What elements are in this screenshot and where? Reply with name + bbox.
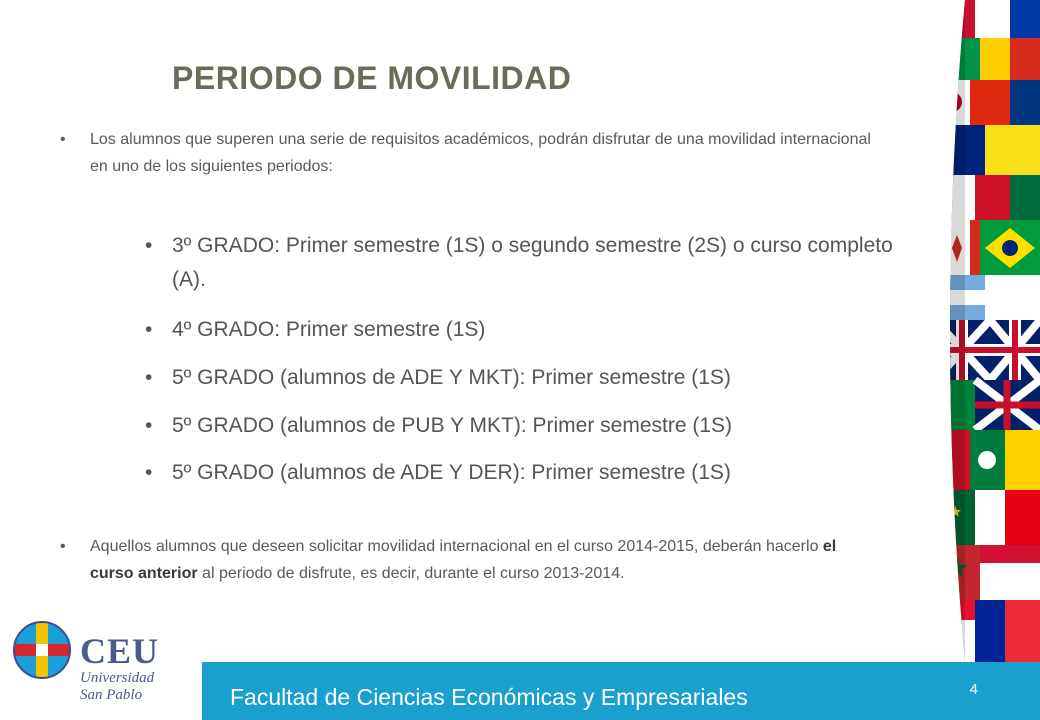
logo-line1: Universidad [80,670,155,686]
deadline-text-end: al periodo de disfrute, es decir, durante el curso 2013-2014. [197,565,625,582]
faculty-name: Facultad de Ciencias Económicas y Empresariales [230,684,748,710]
period-item [145,313,902,347]
bullet-dot: • [145,414,153,437]
period-text: 5º GRADO (alumnos de ADE Y DER): Primer semestre (1S) [172,461,731,484]
intro-text: Los alumnos que superen una serie de requisitos académicos, podrán disfrutar de una movilidad internacional en uno de los siguientes periodos: [90,131,871,175]
period-item [145,361,902,395]
period-text: 4º GRADO: Primer semestre (1S) [172,318,486,341]
logo-line2: San Pablo [80,687,143,703]
period-item [145,409,902,443]
period-item [145,229,902,297]
period-text: 5º GRADO (alumnos de PUB Y MKT): Primer semestre (1S) [172,414,733,437]
bullet-dot: • [145,234,153,257]
deadline-text-start: Aquellos alumnos que deseen solicitar movilidad internacional en el curso 2014-2015, deberán hacerlo [90,538,823,555]
deadline-emphasis: el curso anterior [90,538,837,582]
bullet-dot: • [60,538,66,555]
bullet-dot: • [145,461,153,484]
page-number: 4 [969,681,978,698]
footer-bar [202,662,1040,720]
bullet-dot: • [145,366,153,389]
intro-bullet [60,126,880,180]
ceu-logo [12,620,82,700]
period-text: 3º GRADO: Primer semestre (1S) o segundo semestre (2S) o curso completo (A). [172,234,893,291]
deadline-bullet [60,533,880,587]
period-item [145,456,902,490]
flags-globe-image [935,0,1040,662]
period-text: 5º GRADO (alumnos de ADE Y MKT): Primer semestre (1S) [172,366,731,389]
bullet-dot: • [60,131,66,148]
bullet-dot: • [145,318,153,341]
slide-title: PERIODO DE MOVILIDAD [172,60,572,96]
logo-name: CEU [80,631,160,671]
logo-subtitle [80,670,154,704]
